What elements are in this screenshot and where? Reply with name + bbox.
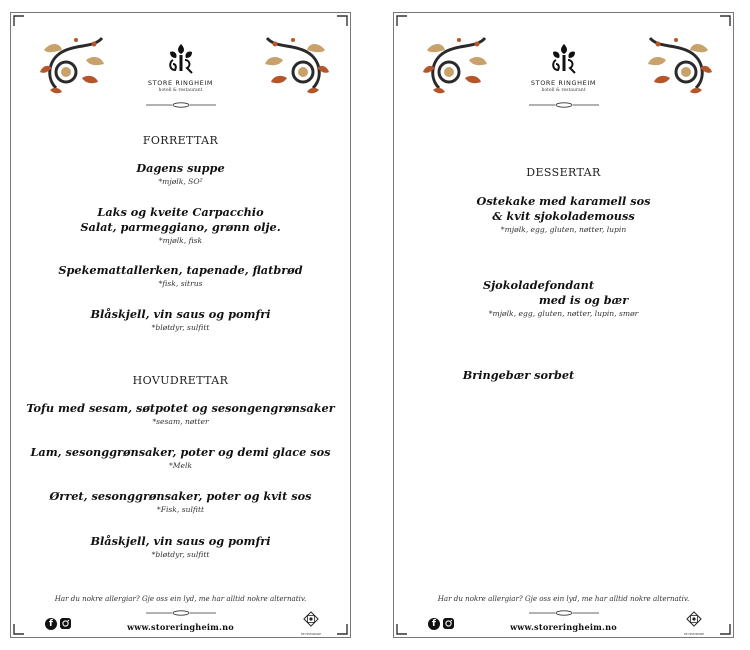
dish-allergens: *mjølk, egg, gluten, nøtter, lupin, smør: [488, 309, 639, 318]
menu-item: [393, 194, 734, 235]
historic-hotels-badge: [298, 610, 324, 636]
divider-flourish: [146, 102, 216, 108]
dish-allergens: *mjølk, egg, gluten, nøtter, lupin: [500, 225, 627, 234]
brand-tagline: hotell & restaurant: [541, 88, 586, 93]
badge-text: DE HISTORISKE: [683, 633, 704, 636]
floral-ornament-left: [419, 32, 494, 100]
section-title-hovudrettar: HOVUDRETTAR: [132, 374, 229, 387]
divider-flourish: [146, 610, 216, 616]
social-links: [45, 618, 71, 630]
dish-name: Bringebær sorbet: [462, 368, 575, 382]
crest-icon: [547, 42, 581, 74]
dish-allergens: *fisk, sitrus: [158, 279, 203, 288]
dish-allergens: *mjølk, fisk: [158, 236, 203, 245]
dish-name: Lam, sesonggrønsaker, poter og demi glace sos: [30, 445, 331, 459]
dish-name: Spekemattallerken, tapenade, flatbrød: [58, 263, 303, 277]
dish-name: Sjokoladefondant: [482, 278, 595, 292]
badge-emblem-icon: [302, 610, 320, 628]
floral-ornament-right: [641, 32, 716, 100]
menu-page-right: [393, 12, 734, 638]
dish-name: Ostekake med karamell sos: [476, 194, 651, 208]
menu-item: [393, 278, 734, 319]
dish-allergens: *Melk: [168, 461, 193, 470]
dish-name: Blåskjell, vin saus og pomfri: [90, 307, 271, 321]
dish-name: Blåskjell, vin saus og pomfri: [90, 534, 271, 548]
dish-name: Tofu med sesam, søtpotet og sesongengrønsaker: [26, 401, 335, 415]
badge-emblem-icon: [685, 610, 703, 628]
instagram-icon[interactable]: [60, 618, 71, 629]
dish-name: Ørret, sesonggrønsaker, poter og kvit sos: [49, 489, 312, 503]
hotel-logo: [524, 42, 604, 112]
dish-name-line2: med is og bær: [538, 293, 629, 307]
crest-icon: [164, 42, 198, 74]
dish-allergens: *Fisk, sulfitt: [156, 505, 205, 514]
divider-flourish: [529, 610, 599, 616]
dish-allergens: *mjølk, SO²: [158, 177, 203, 186]
dish-allergens: *bløtdyr, sulfitt: [151, 550, 210, 559]
facebook-icon[interactable]: f: [428, 618, 440, 630]
allergy-note: Har du nokre allergiar? Gje oss ein lyd, me har alltid nokre alternativ.: [437, 594, 690, 603]
menu-item: [10, 534, 351, 560]
menu-page-left: [10, 12, 351, 638]
menu-item: [10, 307, 351, 333]
floral-ornament-right: [258, 32, 333, 100]
menu-item: [10, 263, 351, 289]
badge-text: DE HISTORISKE: [300, 633, 321, 636]
divider-flourish: [529, 102, 599, 108]
menu-item: [10, 161, 351, 187]
instagram-icon[interactable]: [443, 618, 454, 629]
brand-name: STORE RINGHEIM: [147, 79, 214, 87]
historic-hotels-badge: [681, 610, 707, 636]
menu-item: [10, 401, 351, 427]
facebook-icon[interactable]: f: [45, 618, 57, 630]
menu-item: [10, 205, 351, 246]
dish-name: Laks og kveite Carpacchio: [97, 205, 264, 219]
floral-ornament-left: [36, 32, 111, 100]
website-link[interactable]: www.storeringheim.no: [510, 622, 617, 632]
menu-item: [393, 368, 734, 383]
social-links: [428, 618, 454, 630]
dish-name-line2: & kvit sjokolademouss: [492, 209, 635, 223]
menu-item: [10, 489, 351, 515]
section-title-forrettar: FORRETTAR: [142, 134, 219, 147]
dish-allergens: *sesam, nøtter: [152, 417, 209, 426]
dish-allergens: *bløtdyr, sulfitt: [151, 323, 210, 332]
brand-name: STORE RINGHEIM: [530, 79, 597, 87]
allergy-note: Har du nokre allergiar? Gje oss ein lyd, me har alltid nokre alternativ.: [54, 594, 307, 603]
menu-item: [10, 445, 351, 471]
dish-name-line2: Salat, parmeggiano, grønn olje.: [80, 220, 281, 234]
hotel-logo: [141, 42, 221, 112]
section-title-dessertar: DESSERTAR: [526, 166, 601, 179]
dish-name: Dagens suppe: [136, 161, 225, 175]
website-link[interactable]: www.storeringheim.no: [127, 622, 234, 632]
brand-tagline: hotell & restaurant: [158, 88, 203, 93]
